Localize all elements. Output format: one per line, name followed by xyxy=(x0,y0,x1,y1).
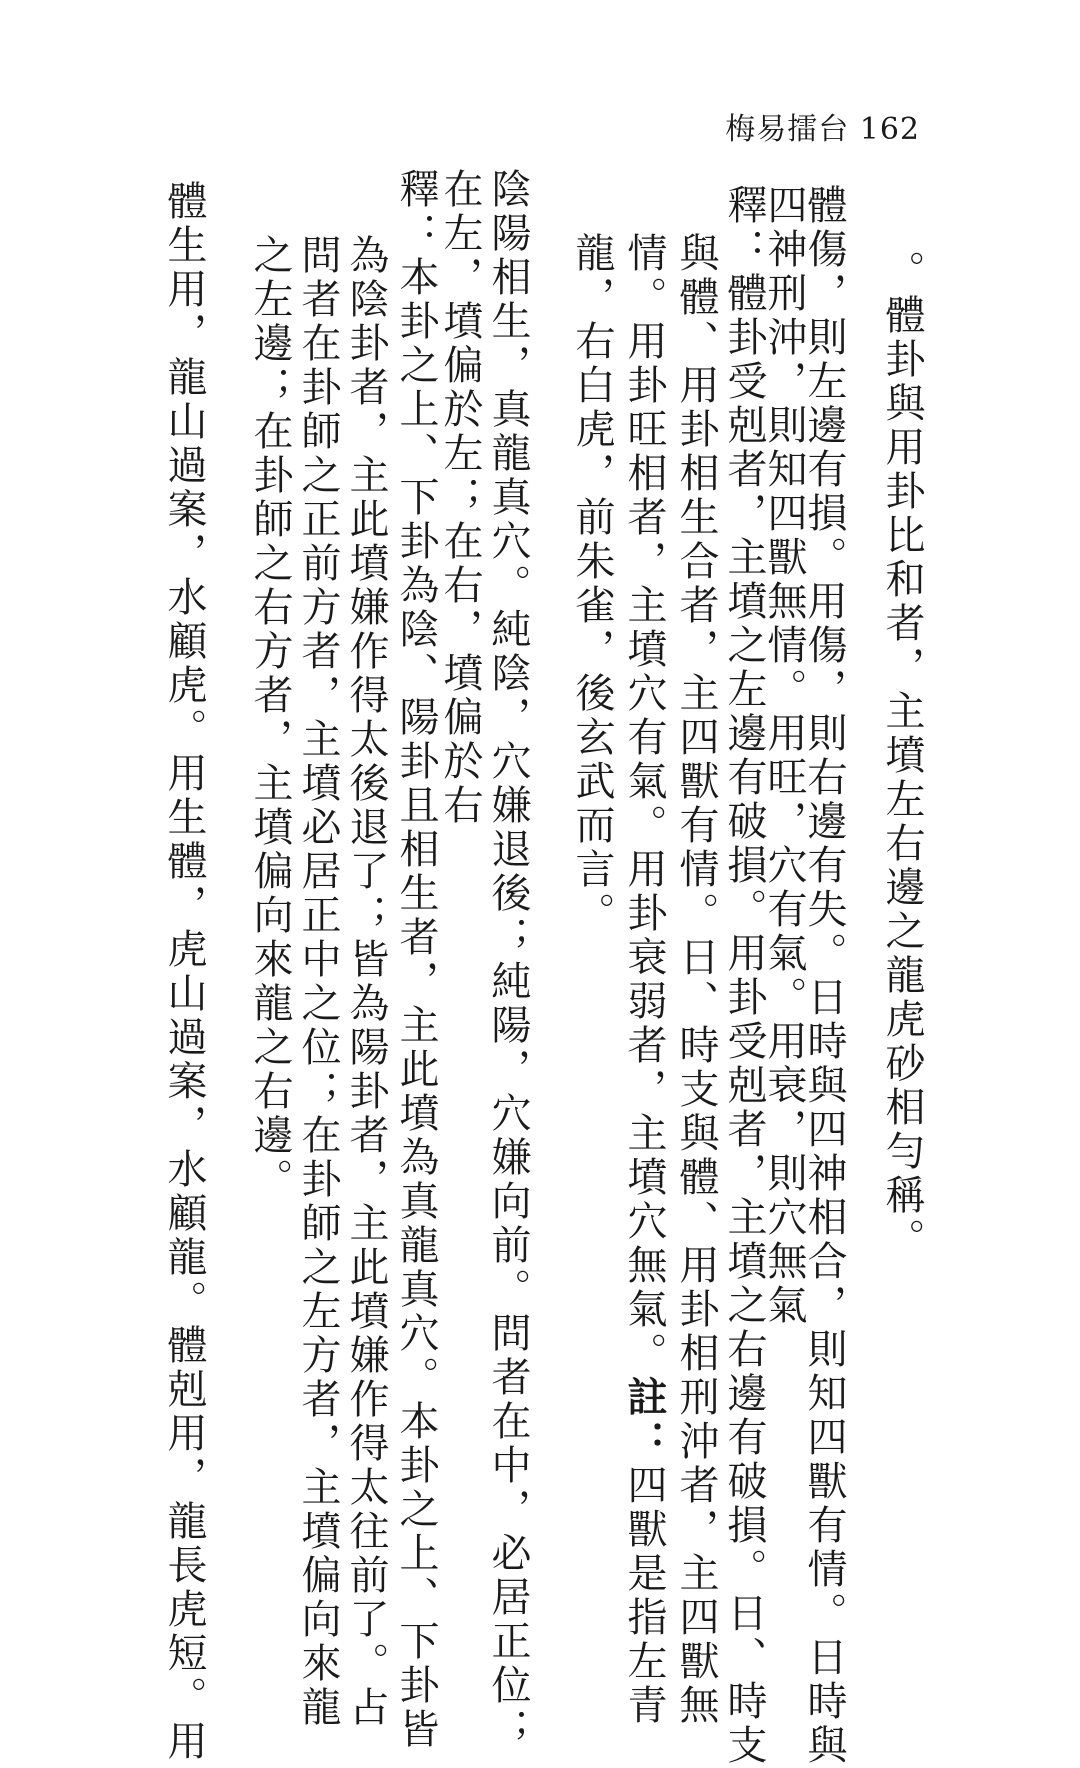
page-header: 梅易擂台 162 xyxy=(725,112,920,147)
text-column: 與體、用卦相生合者，主四獸有情。日、時支與體、用卦相刑沖者，主四獸無 xyxy=(673,232,719,1728)
text-run: 情。用卦旺相者，主墳穴有氣。用卦衰弱者，主墳穴無氣。 xyxy=(621,232,667,1376)
text-column: 。體卦與用卦比和者，主墳左右邊之龍虎砂相勻稱。 xyxy=(879,250,925,1262)
text-column: 四神刑沖，則知四獸無情。用旺，穴有氣。用衰，則穴無氣 xyxy=(761,184,807,1328)
text-column: 問者在卦師之正前方者，主墳必居正中之位；在卦師之左方者，主墳偏向來龍 xyxy=(295,234,341,1730)
text-column: 為陰卦者，主此墳嫌作得太後退了；皆為陽卦者，主此墳嫌作得太往前了。占 xyxy=(343,234,389,1730)
text-column: 體傷，則左邊有損。用傷，則右邊有失。日時與四神相合，則知四獸有情。日時與 xyxy=(801,184,847,1768)
text-column: 在左，墳偏於左；在右，墳偏於右 xyxy=(437,168,483,828)
text-column: 陰陽相生，真龍真穴。純陰，穴嫌退後；純陽，穴嫌向前。問者在中，必居正位； xyxy=(485,168,531,1752)
text-column: 釋：體卦受剋者，主墳之左邊有破損。用卦受剋者，主墳之右邊有破損。日、時支 xyxy=(721,184,767,1768)
note-label: 註： xyxy=(621,1376,667,1464)
text-column: 體生用，龍山過案，水顧虎。用生體，虎山過案，水顧龍。體剋用，龍長虎短。用 xyxy=(161,180,207,1764)
text-column xyxy=(620,232,668,1728)
text-column: 龍，右白虎，前朱雀，後玄武而言。 xyxy=(569,232,615,936)
text-column: 之左邊；在卦師之右方者，主墳偏向來龍之右邊。 xyxy=(247,234,293,1202)
text-run: 四獸是指左青 xyxy=(621,1464,667,1728)
text-column: 釋：本卦之上、下卦為陰、陽卦且相生者，主此墳為真龍真穴。本卦之上、下卦皆 xyxy=(393,168,439,1752)
